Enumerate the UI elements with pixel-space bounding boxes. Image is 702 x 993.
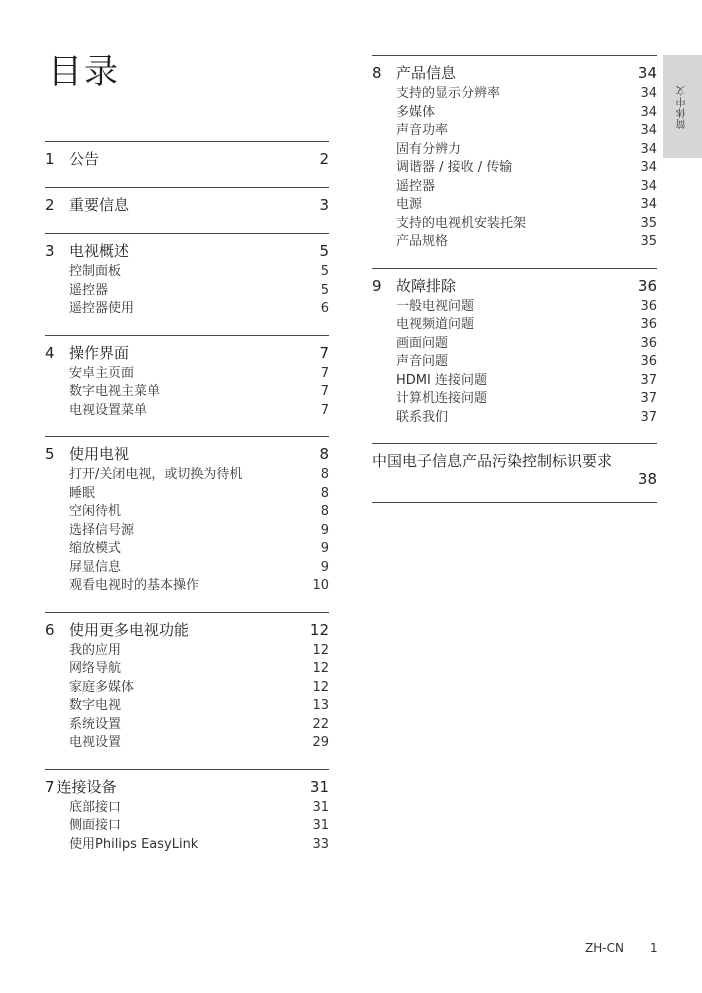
toc-left-column bbox=[45, 141, 329, 870]
toc-item[interactable] bbox=[396, 350, 657, 369]
toc-item-label: 固有分辨力 bbox=[396, 141, 462, 157]
toc-item[interactable] bbox=[396, 119, 657, 138]
toc-item[interactable] bbox=[69, 694, 329, 713]
toc-item-label: 安卓主页面 bbox=[69, 365, 135, 381]
toc-item[interactable] bbox=[69, 731, 329, 750]
toc-right-column bbox=[372, 55, 657, 503]
toc-item-page: 34 bbox=[640, 104, 657, 120]
toc-item-label: 控制面板 bbox=[69, 264, 122, 279]
toc-item-label: 计算机连接问题 bbox=[396, 391, 488, 406]
toc-section bbox=[45, 612, 329, 750]
toc-item[interactable] bbox=[396, 406, 657, 425]
toc-item[interactable] bbox=[69, 556, 329, 575]
toc-item[interactable] bbox=[69, 297, 329, 316]
toc-item-label: 打开/关闭电视，或切换为待机 bbox=[69, 467, 243, 482]
toc-item-label: 网络导航 bbox=[69, 661, 122, 676]
toc-item-label: 系统设置 bbox=[69, 716, 122, 732]
toc-item-label: 多媒体 bbox=[396, 104, 436, 120]
toc-item-page: 35 bbox=[640, 215, 657, 231]
toc-item[interactable] bbox=[69, 519, 329, 538]
language-tab-label: 简体中文 bbox=[677, 84, 688, 129]
toc-item[interactable] bbox=[396, 82, 657, 101]
toc-section-heading[interactable] bbox=[45, 776, 329, 796]
toc-item-label: 声音问题 bbox=[396, 354, 449, 369]
toc-item-label: 观看电视时的基本操作 bbox=[69, 578, 200, 593]
toc-section-title: 电视概述 bbox=[69, 242, 130, 260]
footer-page-number: 1 bbox=[650, 941, 658, 955]
toc-section-number: 8 bbox=[372, 64, 382, 82]
page-title: 目录 bbox=[48, 52, 120, 92]
toc-item-page: 9 bbox=[320, 541, 329, 556]
toc-section-heading[interactable] bbox=[45, 240, 329, 260]
toc-item[interactable] bbox=[396, 101, 657, 120]
toc-item-label: 遥控器 bbox=[396, 178, 436, 194]
toc-item-label: 产品规格 bbox=[396, 234, 449, 249]
toc-item-label: 睡眠 bbox=[69, 485, 96, 501]
toc-section bbox=[372, 55, 657, 249]
toc-section-number: 4 bbox=[45, 343, 55, 362]
toc-item[interactable] bbox=[69, 399, 329, 418]
toc-section-title: 使用电视 bbox=[69, 445, 130, 463]
toc-section-number: 1 bbox=[45, 150, 55, 168]
toc-item-label: 电视设置菜单 bbox=[69, 402, 148, 418]
toc-item-page: 22 bbox=[312, 716, 329, 732]
toc-section-title: 操作界面 bbox=[69, 343, 130, 362]
toc-section-title: 公告 bbox=[69, 150, 100, 168]
toc-item-label: 画面问题 bbox=[396, 335, 449, 351]
toc-section bbox=[45, 187, 329, 214]
toc-section-number: 9 bbox=[372, 276, 382, 295]
toc-item-label: 底部接口 bbox=[69, 799, 122, 815]
toc-item-page: 29 bbox=[312, 735, 329, 750]
toc-item[interactable] bbox=[69, 537, 329, 556]
toc-item-page: 9 bbox=[320, 559, 329, 575]
toc-subitems bbox=[69, 362, 329, 418]
toc-item-label: 调谐器 / 接收 / 传输 bbox=[396, 160, 513, 175]
toc-item-label: 数字电视主菜单 bbox=[69, 384, 161, 399]
toc-item-label: 我的应用 bbox=[69, 642, 122, 658]
toc-item-page: 37 bbox=[640, 372, 657, 388]
toc-item[interactable] bbox=[396, 387, 657, 406]
toc-item[interactable] bbox=[396, 332, 657, 351]
toc-item[interactable] bbox=[396, 175, 657, 194]
toc-item[interactable] bbox=[69, 574, 329, 593]
toc-item-page: 31 bbox=[312, 799, 329, 815]
toc-item-page: 5 bbox=[320, 282, 329, 298]
toc-section-page: 8 bbox=[319, 445, 329, 463]
toc-extra-section[interactable] bbox=[372, 443, 657, 503]
toc-section-number: 3 bbox=[45, 242, 55, 260]
toc-section-heading[interactable] bbox=[372, 62, 657, 82]
toc-item-label: 电源 bbox=[396, 197, 423, 212]
toc-item-label: 联系我们 bbox=[396, 409, 449, 425]
toc-subitems bbox=[69, 260, 329, 316]
toc-section-title: 故障排除 bbox=[396, 276, 457, 295]
toc-item-label: 一般电视问题 bbox=[396, 298, 475, 314]
toc-item-page: 31 bbox=[312, 818, 329, 833]
toc-item[interactable] bbox=[69, 657, 329, 676]
toc-section-title: 连接设备 bbox=[56, 777, 117, 796]
toc-item-page: 10 bbox=[312, 578, 329, 593]
toc-section-number: 2 bbox=[45, 196, 55, 214]
toc-item[interactable] bbox=[396, 156, 657, 175]
toc-subitems bbox=[69, 639, 329, 750]
toc-subitems bbox=[396, 295, 657, 425]
language-tab bbox=[663, 55, 702, 158]
toc-item-page: 35 bbox=[640, 234, 657, 249]
toc-item-label: 家庭多媒体 bbox=[69, 679, 135, 695]
toc-item[interactable] bbox=[69, 463, 329, 482]
toc-item-page: 7 bbox=[320, 365, 329, 381]
toc-section-number: 6 bbox=[45, 620, 55, 639]
toc-item[interactable] bbox=[396, 230, 657, 249]
toc-item[interactable] bbox=[396, 313, 657, 332]
toc-item-page: 34 bbox=[640, 86, 657, 101]
toc-item-label: 使用Philips EasyLink bbox=[69, 836, 199, 852]
toc-section-heading[interactable] bbox=[45, 619, 329, 639]
toc-item-page: 34 bbox=[640, 197, 657, 212]
toc-item-page: 37 bbox=[640, 391, 657, 406]
toc-item[interactable] bbox=[69, 500, 329, 519]
toc-section-page: 34 bbox=[637, 64, 657, 82]
toc-item-label: 支持的电视机安装托架 bbox=[396, 215, 527, 231]
toc-item-label: 选择信号源 bbox=[69, 522, 135, 538]
toc-section-page: 36 bbox=[637, 276, 657, 295]
toc-section-heading[interactable] bbox=[45, 148, 329, 168]
toc-item-label: 屏显信息 bbox=[69, 559, 122, 575]
toc-item-label: 空闲待机 bbox=[69, 504, 122, 519]
toc-subitems bbox=[69, 796, 329, 852]
toc-item[interactable] bbox=[69, 260, 329, 279]
toc-item[interactable] bbox=[69, 676, 329, 695]
toc-item-page: 36 bbox=[640, 317, 657, 332]
toc-item[interactable] bbox=[69, 482, 329, 501]
toc-item[interactable] bbox=[69, 713, 329, 732]
toc-item-label: 声音功率 bbox=[396, 123, 449, 138]
toc-item-label: 侧面接口 bbox=[69, 818, 122, 833]
toc-item-page: 34 bbox=[640, 160, 657, 175]
toc-section bbox=[372, 268, 657, 425]
toc-item-page: 6 bbox=[320, 301, 329, 316]
toc-item[interactable] bbox=[69, 833, 329, 852]
toc-item-label: 电视频道问题 bbox=[396, 317, 475, 332]
toc-section-title: 使用更多电视功能 bbox=[69, 620, 190, 639]
toc-item-page: 8 bbox=[320, 485, 329, 501]
toc-item-label: 缩放模式 bbox=[69, 541, 122, 556]
footer-language-code: ZH-CN bbox=[585, 941, 624, 955]
toc-item-label: 支持的显示分辨率 bbox=[396, 86, 501, 101]
toc-subitems bbox=[396, 82, 657, 249]
toc-item-page: 34 bbox=[640, 178, 657, 194]
toc-item-label: 数字电视 bbox=[69, 698, 122, 713]
toc-item[interactable] bbox=[69, 279, 329, 298]
toc-section-heading[interactable] bbox=[45, 194, 329, 214]
toc-section-number: 7 bbox=[45, 777, 55, 796]
toc-item[interactable] bbox=[396, 295, 657, 314]
toc-item-label: HDMI 连接问题 bbox=[396, 372, 487, 388]
toc-item-page: 12 bbox=[312, 661, 329, 676]
toc-item-page: 36 bbox=[640, 298, 657, 314]
toc-section-page: 3 bbox=[319, 196, 329, 214]
toc-item[interactable] bbox=[69, 639, 329, 658]
toc-item[interactable] bbox=[396, 193, 657, 212]
toc-item-page: 36 bbox=[640, 354, 657, 369]
toc-section-title: 产品信息 bbox=[396, 64, 457, 82]
toc-item-page: 5 bbox=[320, 264, 329, 279]
toc-item[interactable] bbox=[396, 138, 657, 157]
toc-item[interactable] bbox=[69, 380, 329, 399]
toc-item-page: 8 bbox=[320, 467, 329, 482]
toc-item-page: 34 bbox=[640, 123, 657, 138]
toc-item-page: 12 bbox=[312, 642, 329, 658]
toc-item[interactable] bbox=[69, 362, 329, 381]
toc-section-title: 重要信息 bbox=[69, 196, 130, 214]
toc-item[interactable] bbox=[396, 369, 657, 388]
toc-item[interactable] bbox=[396, 212, 657, 231]
toc-section-heading[interactable] bbox=[45, 342, 329, 362]
toc-item-page: 7 bbox=[320, 384, 329, 399]
toc-item-label: 遥控器使用 bbox=[69, 301, 135, 316]
toc-item-page: 37 bbox=[640, 409, 657, 425]
toc-section-page: 7 bbox=[319, 343, 329, 362]
toc-item-page: 8 bbox=[320, 504, 329, 519]
toc-item-page: 34 bbox=[640, 141, 657, 157]
toc-section bbox=[45, 436, 329, 593]
toc-section bbox=[45, 141, 329, 168]
toc-section-heading[interactable] bbox=[372, 275, 657, 295]
toc-item-page: 36 bbox=[640, 335, 657, 351]
toc-item-page: 33 bbox=[312, 836, 329, 852]
toc-item-page: 7 bbox=[320, 402, 329, 418]
toc-section-heading[interactable] bbox=[45, 443, 329, 463]
toc-section-page: 2 bbox=[319, 150, 329, 168]
toc-section-page: 31 bbox=[309, 777, 329, 796]
toc-section-page: 5 bbox=[319, 242, 329, 260]
toc-item[interactable] bbox=[69, 814, 329, 833]
toc-section bbox=[45, 769, 329, 852]
toc-section bbox=[45, 233, 329, 316]
toc-section bbox=[45, 335, 329, 418]
toc-section-page: 12 bbox=[309, 620, 329, 639]
toc-item-label: 电视设置 bbox=[69, 735, 122, 750]
toc-extra-title: 中国电子信息产品污染控制标识要求 bbox=[372, 452, 613, 470]
toc-item-page: 9 bbox=[320, 522, 329, 538]
toc-section-number: 5 bbox=[45, 445, 55, 463]
toc-subitems bbox=[69, 463, 329, 593]
toc-item-page: 12 bbox=[312, 679, 329, 695]
toc-item-page: 13 bbox=[312, 698, 329, 713]
toc-item[interactable] bbox=[69, 796, 329, 815]
toc-extra-page: 38 bbox=[637, 470, 657, 488]
toc-item-label: 遥控器 bbox=[69, 282, 109, 298]
